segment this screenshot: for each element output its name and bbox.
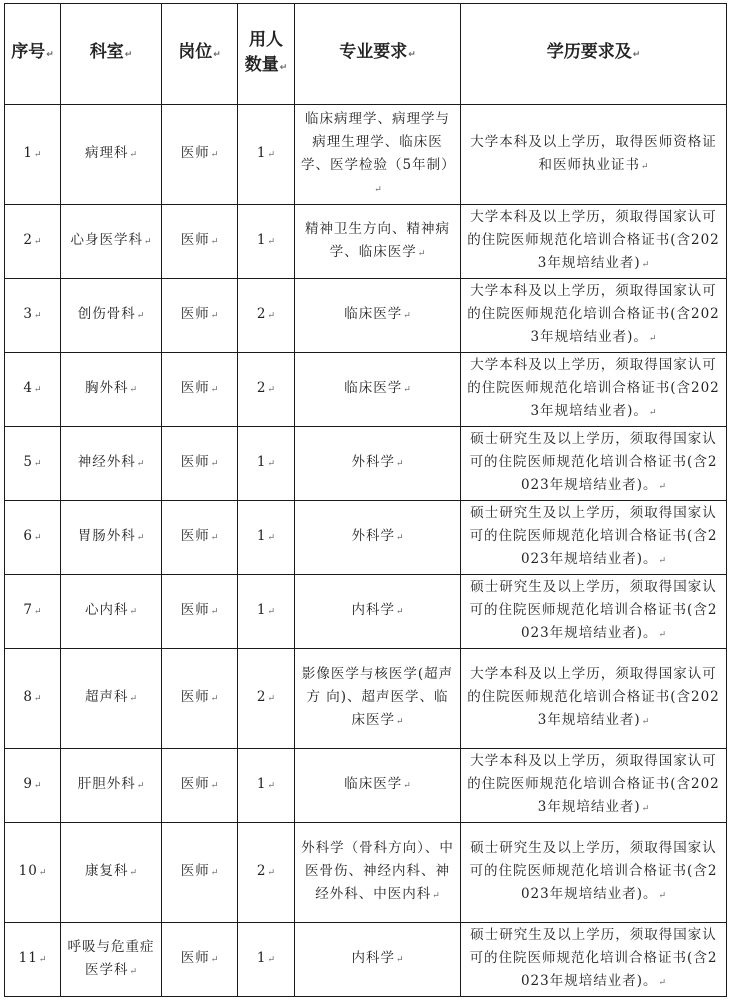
table-row [5, 823, 727, 923]
cell-post: 医师↵ [162, 353, 238, 427]
cell-dept: 病理科↵ [61, 105, 162, 205]
cell-education: 硕士研究生及以上学历，须取得国家认可的住院医师规范化培训合格证书(含2023年规培结业者)。↵ [461, 501, 727, 575]
header-major: 专业要求↵ [295, 4, 461, 105]
cell-no: 1↵ [5, 105, 61, 205]
cell-count: 2↵ [238, 279, 295, 353]
cell-dept: 超声科↵ [61, 649, 162, 749]
cell-dept: 心内科↵ [61, 575, 162, 649]
table-row [5, 575, 727, 649]
table-row [5, 649, 727, 749]
cell-major: 影像医学与核医学(超声方 向)、超声医学、临床医学↵ [295, 649, 461, 749]
cell-count: 1↵ [238, 749, 295, 823]
table-row [5, 279, 727, 353]
cell-education: 大学本科及以上学历，须取得国家认可的住院医师规范化培训合格证书(含2023年规培结业者)。↵ [461, 279, 727, 353]
cell-dept: 康复科↵ [61, 823, 162, 923]
recruitment-table [4, 3, 727, 997]
cell-post: 医师↵ [162, 501, 238, 575]
cell-major: 临床医学↵ [295, 279, 461, 353]
header-dept: 科室↵ [61, 4, 162, 105]
cell-count: 1↵ [238, 575, 295, 649]
cell-major: 外科学↵ [295, 427, 461, 501]
cell-education: 大学本科及以上学历，须取得国家认可的住院医师规范化培训合格证书(含2023年规培结业者)↵ [461, 749, 727, 823]
cell-major: 外科学↵ [295, 501, 461, 575]
cell-dept: 心身医学科↵ [61, 205, 162, 279]
cell-post: 医师↵ [162, 105, 238, 205]
cell-post: 医师↵ [162, 649, 238, 749]
cell-post: 医师↵ [162, 823, 238, 923]
cell-count: 1↵ [238, 427, 295, 501]
cell-no: 6↵ [5, 501, 61, 575]
table-row [5, 353, 727, 427]
cell-education: 硕士研究生及以上学历，须取得国家认可的住院医师规范化培训合格证书(含2023年规培结业者)。↵ [461, 923, 727, 997]
cell-dept: 胸外科↵ [61, 353, 162, 427]
cell-major: 精神卫生方向、精神病学、临床医学↵ [295, 205, 461, 279]
header-count: 用人 数量↵ [238, 4, 295, 105]
table-row [5, 105, 727, 205]
table-row [5, 205, 727, 279]
cell-major: 临床医学↵ [295, 749, 461, 823]
cell-dept: 肝胆外科↵ [61, 749, 162, 823]
cell-education: 硕士研究生及以上学历，须取得国家认可的住院医师规范化培训合格证书(含2023年规培结业者)。↵ [461, 575, 727, 649]
cell-education: 大学本科及以上学历，须取得国家认可的住院医师规范化培训合格证书(含2023年规培结业者)。↵ [461, 353, 727, 427]
cell-major: 临床病理学、病理学与病理生理学、临床医学、医学检验（5年制）↵ [295, 105, 461, 205]
header-education: 学历要求及↵ [461, 4, 727, 105]
cell-no: 5↵ [5, 427, 61, 501]
cell-no: 10↵ [5, 823, 61, 923]
header-row [5, 4, 727, 105]
cell-major: 临床医学↵ [295, 353, 461, 427]
cell-no: 8↵ [5, 649, 61, 749]
cell-education: 硕士研究生及以上学历，须取得国家认可的住院医师规范化培训合格证书(含2023年规培结业者)。↵ [461, 823, 727, 923]
table-row [5, 749, 727, 823]
table-row [5, 501, 727, 575]
header-post: 岗位↵ [162, 4, 238, 105]
cell-count: 1↵ [238, 923, 295, 997]
cell-dept: 呼吸与危重症医学科↵ [61, 923, 162, 997]
cell-education: 大学本科及以上学历，取得医师资格证和医师执业证书↵ [461, 105, 727, 205]
cell-post: 医师↵ [162, 923, 238, 997]
cell-dept: 胃肠外科↵ [61, 501, 162, 575]
table-body [5, 105, 727, 997]
cell-post: 医师↵ [162, 749, 238, 823]
cell-post: 医师↵ [162, 279, 238, 353]
cell-education: 大学本科及以上学历，须取得国家认可的住院医师规范化培训合格证书(含2023年规培结业者)↵ [461, 649, 727, 749]
cell-no: 9↵ [5, 749, 61, 823]
cell-education: 大学本科及以上学历，须取得国家认可的住院医师规范化培训合格证书(含2023年规培结业者)↵ [461, 205, 727, 279]
cell-count: 1↵ [238, 105, 295, 205]
cell-count: 2↵ [238, 353, 295, 427]
cell-post: 医师↵ [162, 205, 238, 279]
cell-no: 4↵ [5, 353, 61, 427]
cell-count: 1↵ [238, 501, 295, 575]
cell-dept: 创伤骨科↵ [61, 279, 162, 353]
cell-count: 1↵ [238, 205, 295, 279]
cell-count: 2↵ [238, 649, 295, 749]
table-header [5, 4, 727, 105]
cell-no: 11↵ [5, 923, 61, 997]
cell-major: 外科学（骨科方向）、中医骨伤、神经内科、神经外科、中医内科↵ [295, 823, 461, 923]
cell-post: 医师↵ [162, 427, 238, 501]
cell-post: 医师↵ [162, 575, 238, 649]
cell-count: 2↵ [238, 823, 295, 923]
header-no: 序号↵ [5, 4, 61, 105]
cell-major: 内科学↵ [295, 923, 461, 997]
cell-major: 内科学↵ [295, 575, 461, 649]
table-row [5, 923, 727, 997]
cell-no: 7↵ [5, 575, 61, 649]
cell-no: 2↵ [5, 205, 61, 279]
table-row [5, 427, 727, 501]
cell-dept: 神经外科↵ [61, 427, 162, 501]
cell-no: 3↵ [5, 279, 61, 353]
cell-education: 硕士研究生及以上学历，须取得国家认可的住院医师规范化培训合格证书(含2023年规培结业者)。↵ [461, 427, 727, 501]
